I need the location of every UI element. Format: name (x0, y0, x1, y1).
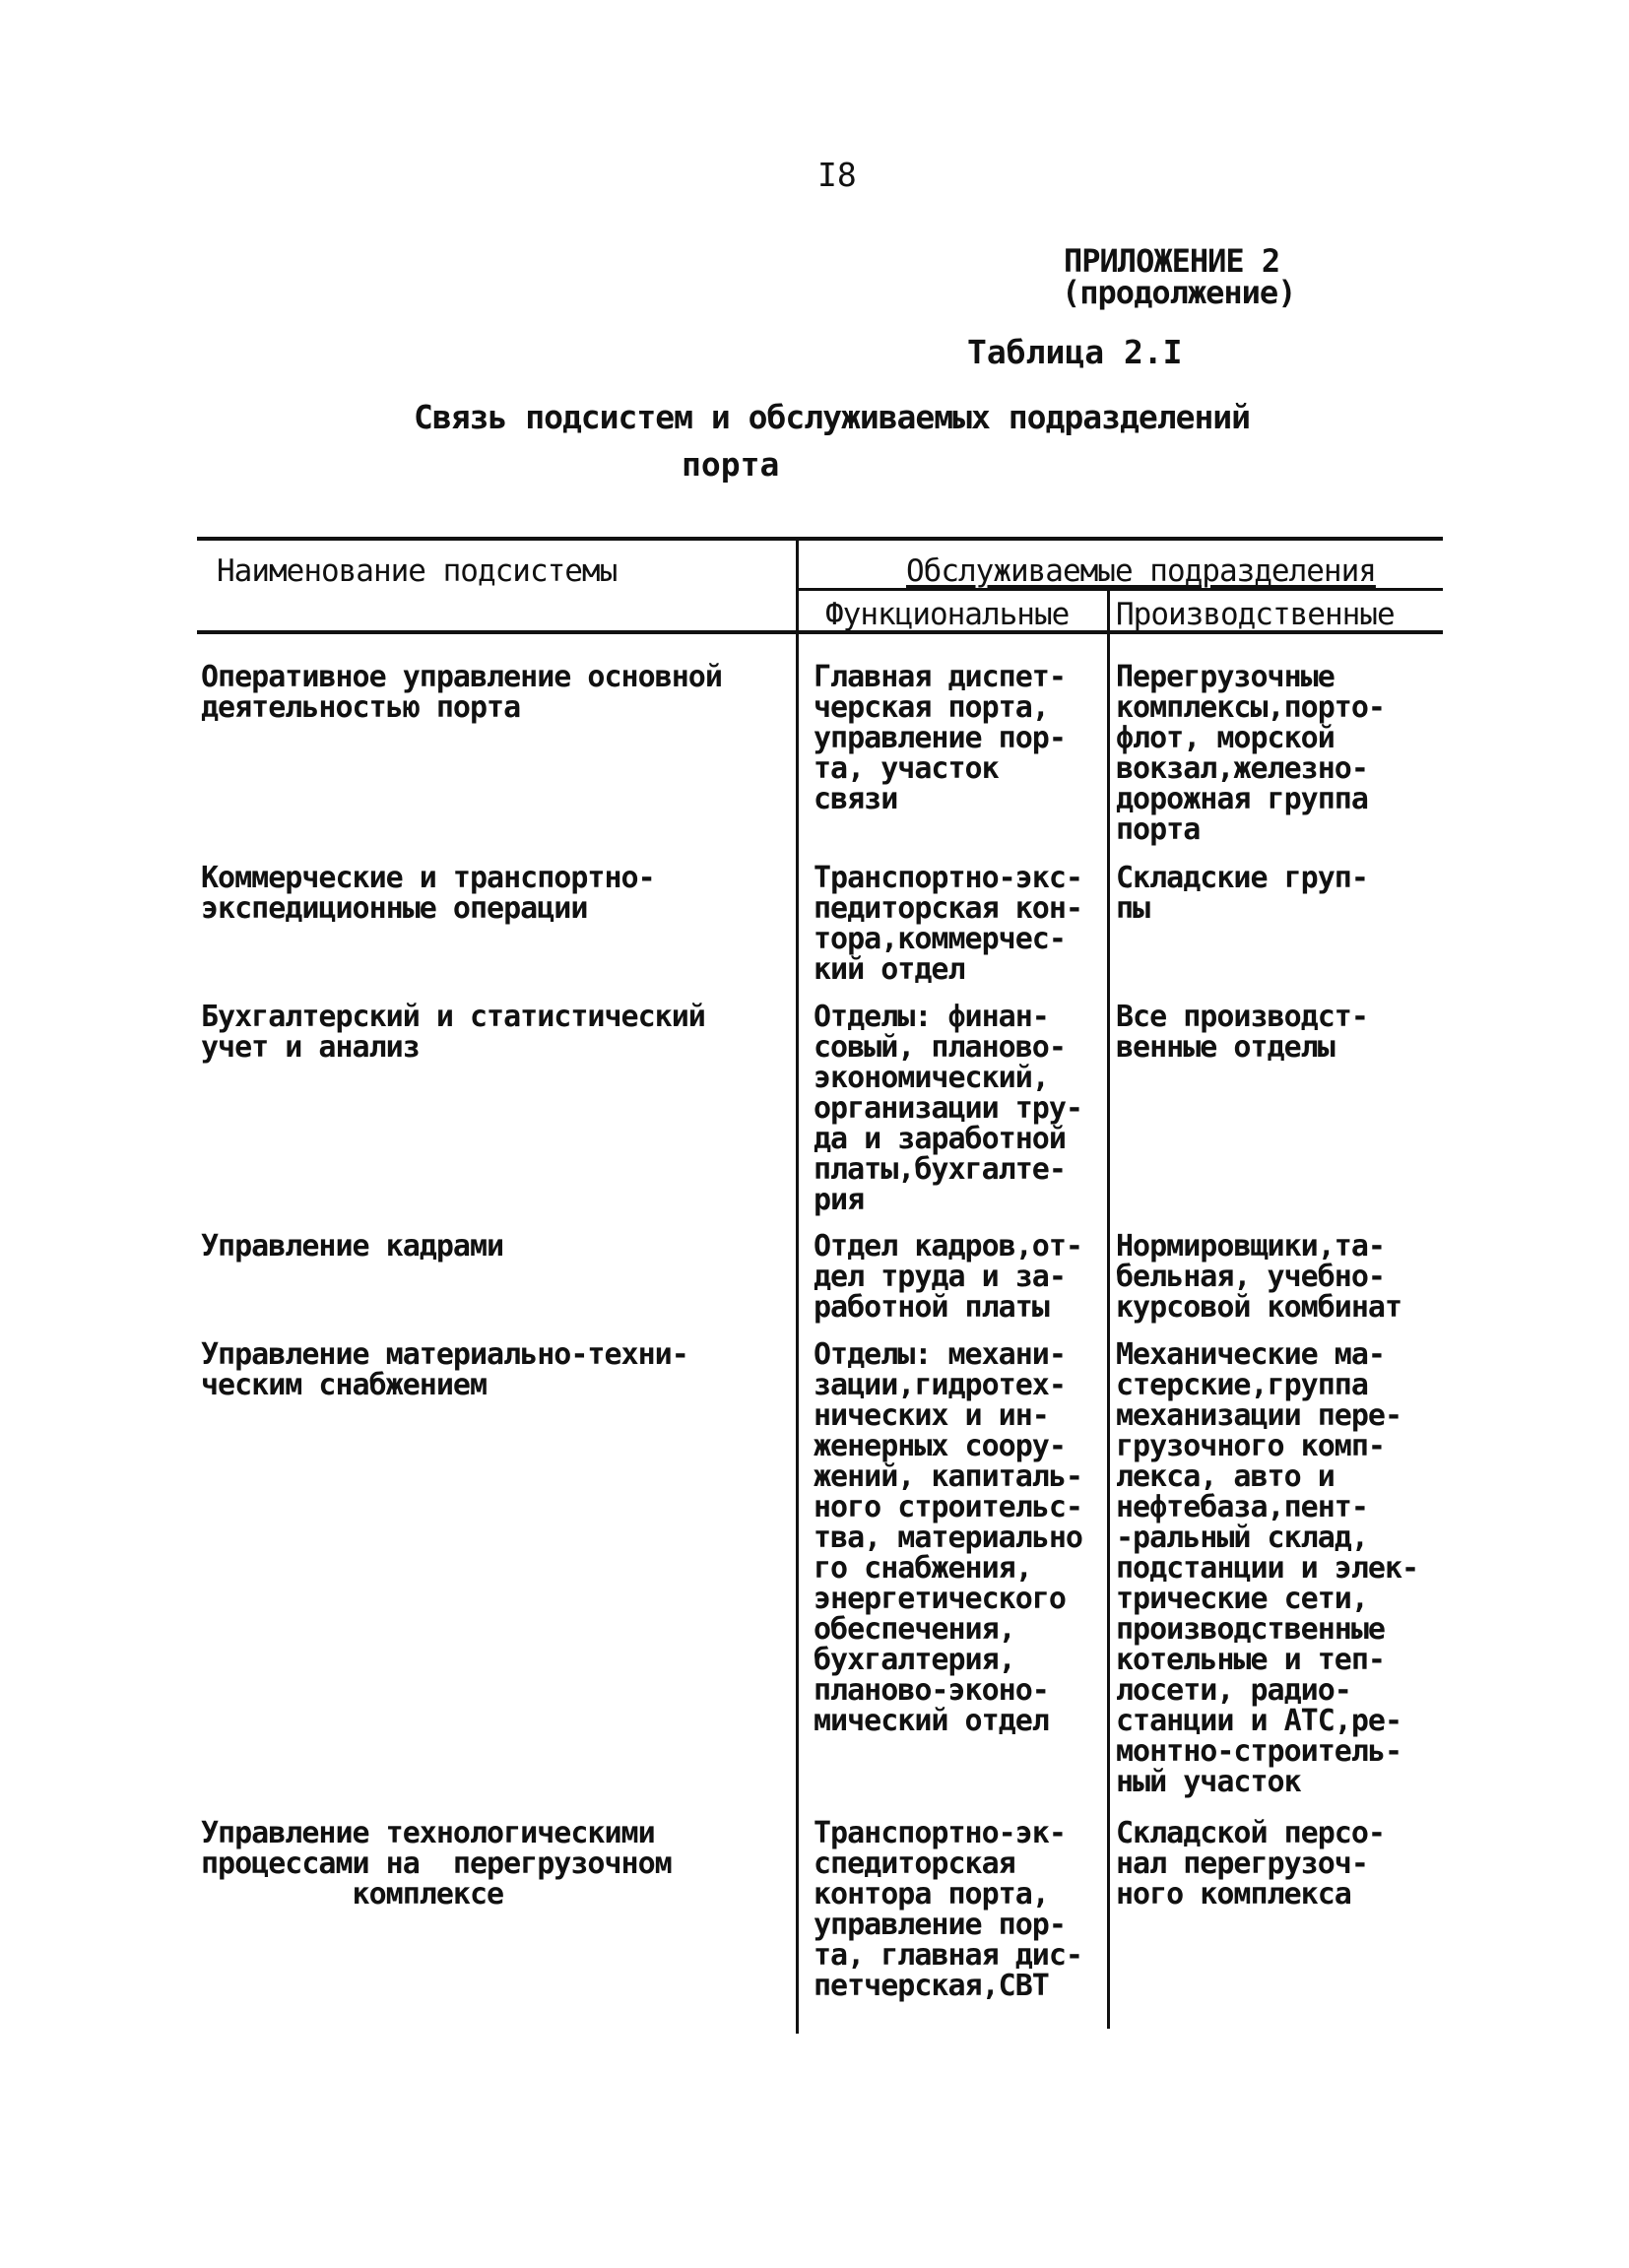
row-3-subsystem: Бухгалтерский и статистический учет и анализ (201, 1000, 705, 1065)
row-6-production: Складской персо- нал перегрузоч- ного комплекса (1116, 1816, 1385, 1912)
row-1-functional: Главная диспет- черская порта, управление пор- та, участок связи (814, 660, 1066, 816)
appendix-title: ПРИЛОЖЕНИЕ 2 (1064, 242, 1280, 280)
row-4-subsystem: Управление кадрами (201, 1229, 504, 1264)
row-2-production: Складские груп- пы (1116, 861, 1368, 926)
header-subsystem: Наименование подсистемы (217, 553, 618, 589)
row-2-subsystem: Коммерческие и транспортно- экспедиционные операции (201, 861, 655, 926)
header-served-units: Обслуживаемые подразделения (906, 553, 1376, 589)
row-4-production: Нормировщики,та- бельная, учебно- курсовой комбинат (1116, 1229, 1402, 1325)
row-4-functional: Отдел кадров,от- дел труда и за- работной платы (814, 1229, 1082, 1325)
row-6-subsystem: Управление технологическими процессами на перегрузочном комплексе (201, 1816, 672, 1912)
header-production: Производственные (1116, 597, 1395, 632)
header-functional: Функциональные (825, 597, 1070, 632)
column-divider-1 (796, 537, 799, 2034)
row-5-functional: Отделы: механи- зации,гидротех- нических и ин- женерных соору- жений, капиталь- ного строительс- тва, материально го снабжения, энергетического обеспечения, бухгалтерия, планово-эконо- мический отдел (814, 1337, 1082, 1738)
column-divider-2 (1107, 589, 1110, 2029)
appendix-subtitle: (продолжение) (1062, 274, 1296, 311)
row-2-functional: Транспортно-экс- педиторская кон- тора,коммерчес- кий отдел (814, 861, 1082, 987)
table-top-rule (197, 537, 1443, 541)
table-caption-line1: Связь подсистем и обслуживаемых подразделений (414, 398, 1251, 436)
row-6-functional: Транспортно-эк- спедиторская контора порта, управление пор- та, главная дис- петчерская,СВТ (814, 1816, 1082, 2003)
row-1-production: Перегрузочные комплексы,порто- флот, морской вокзал,железно- дорожная группа порта (1116, 660, 1385, 847)
table-caption-line2: порта (682, 445, 780, 484)
row-5-subsystem: Управление материально-техни- ческим снабжением (201, 1337, 688, 1402)
row-1-subsystem: Оперативное управление основной деятельностью порта (201, 660, 722, 725)
row-3-functional: Отделы: финан- совый, планово- экономический, организации тру- да и заработной платы,бухгалте- рия (814, 1000, 1082, 1217)
page-number: I8 (817, 156, 857, 194)
table-label: Таблица 2.I (967, 333, 1183, 371)
row-3-production: Все производст- венные отделы (1116, 1000, 1368, 1065)
row-5-production: Механические ма- стерские,группа механизации пере- грузочного комп- лекса, авто и нефтебаза,пент- -ральный склад, подстанции и элек- трические сети, производственные котельные и теп- лосети, радио- станции и АТС,ре- монтно-строитель- ный участок (1116, 1337, 1419, 1799)
